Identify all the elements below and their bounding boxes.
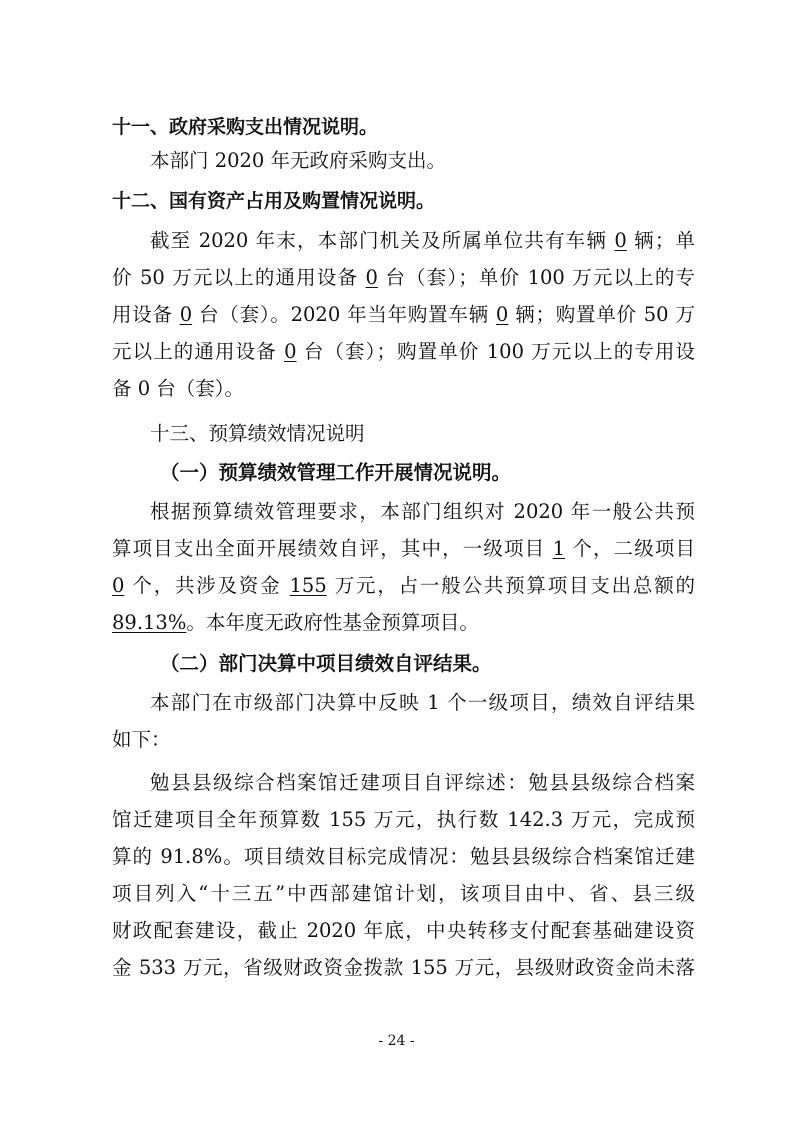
section-11-title: 十一、政府采购支出情况说明。: [112, 116, 379, 138]
section-12-line-4: 元以上的通用设备 0 台（套）；购置单价 100 万元以上的专用设: [112, 340, 695, 363]
section-13-para-1-line-2: 算项目支出全面开展绩效自评，其中，一级项目 1 个，二级项目: [112, 537, 695, 560]
section-13-para-3-line-3: 算的 91.8%。项目绩效目标完成情况：勉县县级综合档案馆迁建: [112, 845, 695, 868]
section-13-para-1-line-1: 根据预算绩效管理要求，本部门组织对 2020 年一般公共预: [150, 500, 695, 523]
section-12-line-3: 用设备 0 台（套）。2020 年当年购置车辆 0 辆；购置单价 50 万: [112, 303, 695, 326]
section-13-para-3-line-2: 馆迁建项目全年预算数 155 万元，执行数 142.3 万元，完成预: [112, 808, 695, 831]
section-12-line-1: 截至 2020 年末，本部门机关及所属单位共有车辆 0 辆；单: [150, 229, 695, 252]
section-13-subheading-2: （二）部门决算中项目绩效自评结果。: [160, 652, 492, 675]
section-13-para-2-line-1: 本部门在市级部门决算中反映 1 个一级项目，绩效自评结果: [150, 691, 695, 714]
section-12-line-2: 价 50 万元以上的通用设备 0 台（套）；单价 100 万元以上的专: [112, 266, 695, 289]
section-12-title: 十二、国有资产占用及购置情况说明。: [112, 190, 436, 212]
page-number: - 24 -: [378, 1033, 415, 1049]
underlined-value: 0: [614, 229, 627, 252]
underlined-value: 0: [179, 303, 193, 326]
section-13-para-1-line-3: 0 个，共涉及资金 155 万元，占一般公共预算项目支出总额的: [112, 574, 695, 597]
underlined-value: 89.13%: [112, 611, 187, 634]
section-13-title: 十三、预算绩效情况说明: [150, 422, 365, 445]
section-13-para-3-line-5: 财政配套建设，截止 2020 年底，中央转移支付配套基础建设资: [112, 919, 695, 942]
underlined-value: 0: [495, 303, 509, 326]
section-13-para-3-line-4: 项目列入“十三五”中西部建馆计划，该项目由中、省、县三级: [112, 882, 695, 905]
section-13-para-3-line-6: 金 533 万元，省级财政资金拨款 155 万元，县级财政资金尚未落: [112, 956, 695, 979]
underlined-value: 0: [112, 574, 125, 597]
section-11-body: 本部门 2020 年无政府采购支出。: [150, 149, 447, 172]
section-13-para-3-line-1: 勉县县级综合档案馆迁建项目自评综述：勉县县级综合档案: [150, 771, 695, 794]
underlined-value: 0: [365, 266, 378, 289]
underlined-value: 1: [552, 537, 566, 560]
section-13-para-1-line-4: 89.13%。本年度无政府性基金预算项目。: [112, 611, 479, 634]
section-13-para-2-line-2: 如下：: [112, 728, 171, 751]
underlined-value: 155: [289, 574, 327, 597]
section-13-subheading-1: （一）预算绩效管理工作开展情况说明。: [160, 461, 512, 484]
underlined-value: 0: [284, 340, 297, 363]
section-12-line-5: 备 0 台（套）。: [112, 377, 245, 400]
